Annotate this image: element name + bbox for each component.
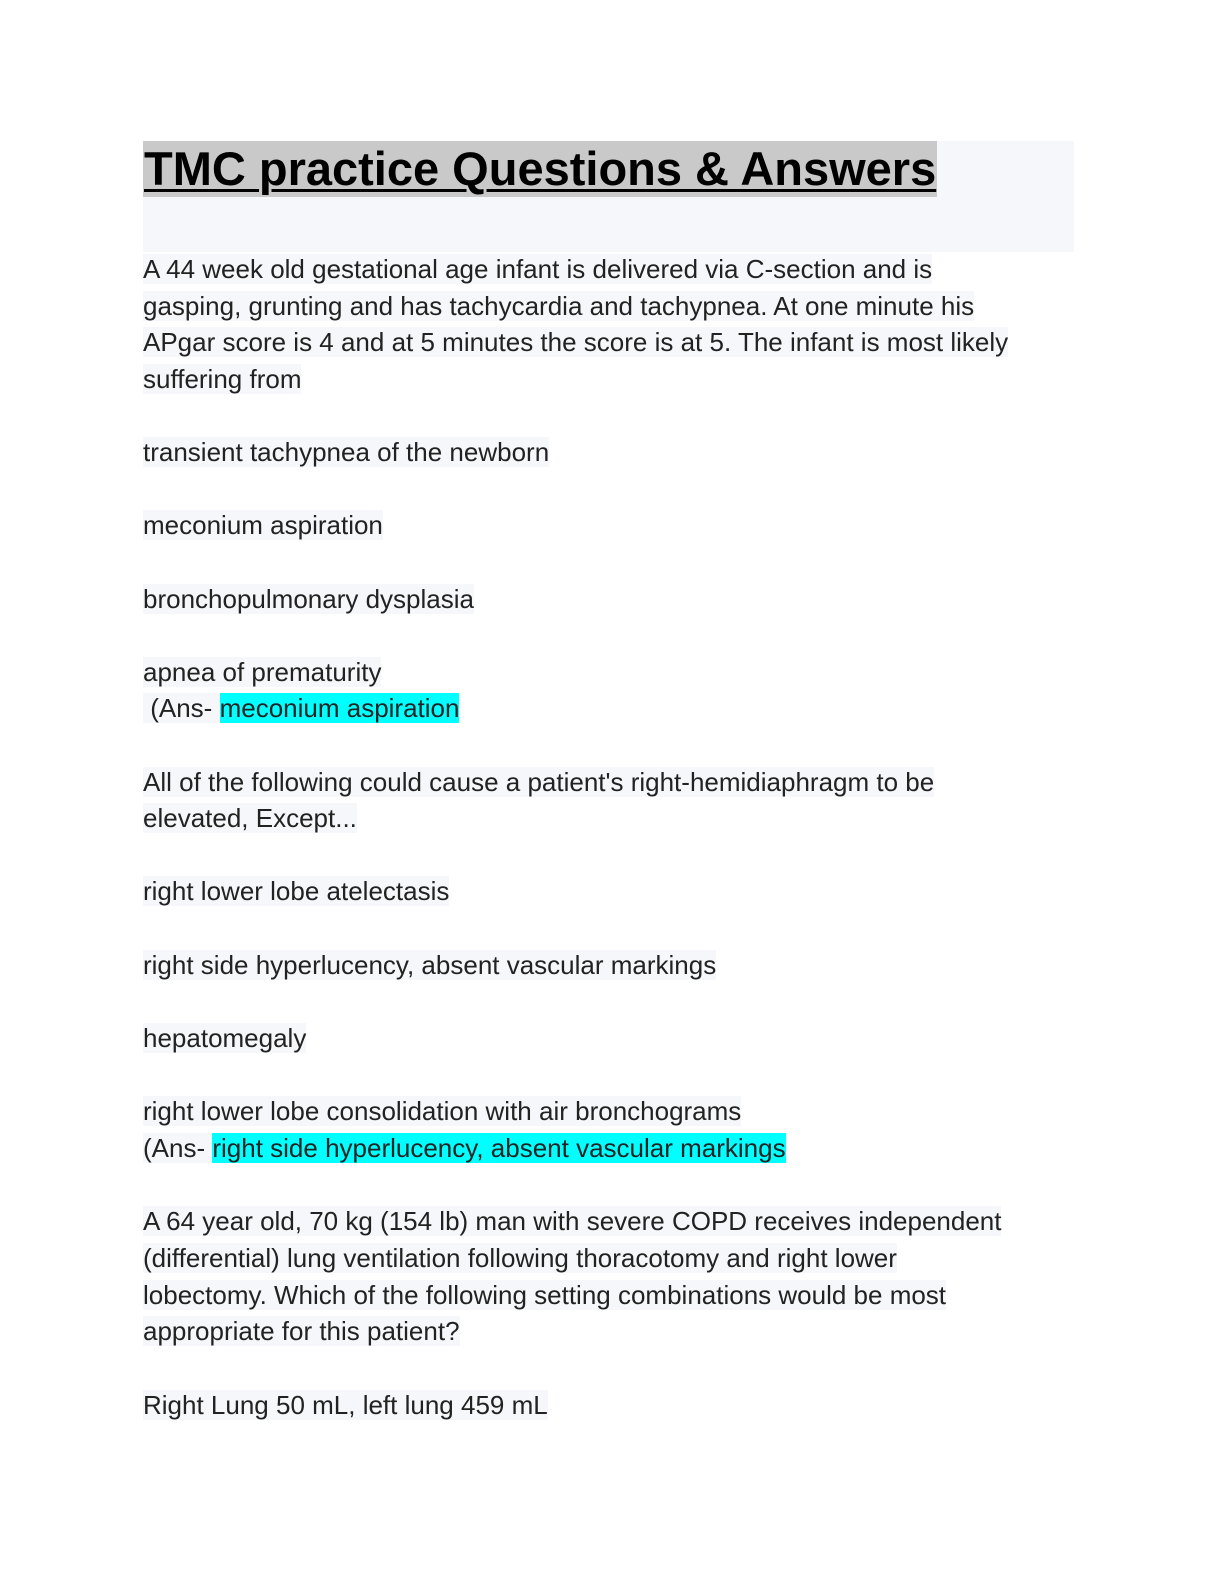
- question-2-answer: [143, 1130, 786, 1166]
- question-2-line: All of the following could cause a patient's right-hemidiaphragm to be: [143, 767, 935, 797]
- question-2-option: right side hyperlucency, absent vascular markings: [143, 950, 717, 980]
- question-2-line: elevated, Except...: [143, 803, 357, 833]
- question-3-line: (differential) lung ventilation following thoracotomy and right lower: [143, 1243, 897, 1273]
- question-1-line: APgar score is 4 and at 5 minutes the score is at 5. The infant is most likely: [143, 327, 1009, 357]
- question-3-line: lobectomy. Which of the following setting combinations would be most: [143, 1280, 947, 1310]
- question-3-line: appropriate for this patient?: [143, 1316, 460, 1346]
- answer-highlight: meconium aspiration: [219, 693, 460, 723]
- question-1-line: gasping, grunting and has tachycardia and tachypnea. At one minute his: [143, 291, 975, 321]
- answer-prefix: (Ans-: [143, 1133, 213, 1163]
- answer-prefix: (Ans-: [143, 693, 220, 723]
- question-1-line: suffering from: [143, 364, 302, 394]
- question-3-option: Right Lung 50 mL, left lung 459 mL: [143, 1390, 548, 1420]
- question-1-option: transient tachypnea of the newborn: [143, 437, 550, 467]
- question-1-line: A 44 week old gestational age infant is delivered via C-section and is: [143, 254, 933, 284]
- question-1-option: apnea of prematurity: [143, 657, 382, 687]
- question-2-option: hepatomegaly: [143, 1023, 307, 1053]
- question-1-option: bronchopulmonary dysplasia: [143, 584, 474, 614]
- question-1-option: meconium aspiration: [143, 510, 383, 540]
- page-title: TMC practice Questions & Answers: [144, 142, 937, 195]
- question-3-line: A 64 year old, 70 kg (154 lb) man with severe COPD receives independent: [143, 1206, 1002, 1236]
- answer-highlight: right side hyperlucency, absent vascular markings: [212, 1133, 786, 1163]
- question-2-option: right lower lobe consolidation with air bronchograms: [143, 1096, 742, 1126]
- question-1-answer: [143, 690, 459, 726]
- question-2-option: right lower lobe atelectasis: [143, 876, 450, 906]
